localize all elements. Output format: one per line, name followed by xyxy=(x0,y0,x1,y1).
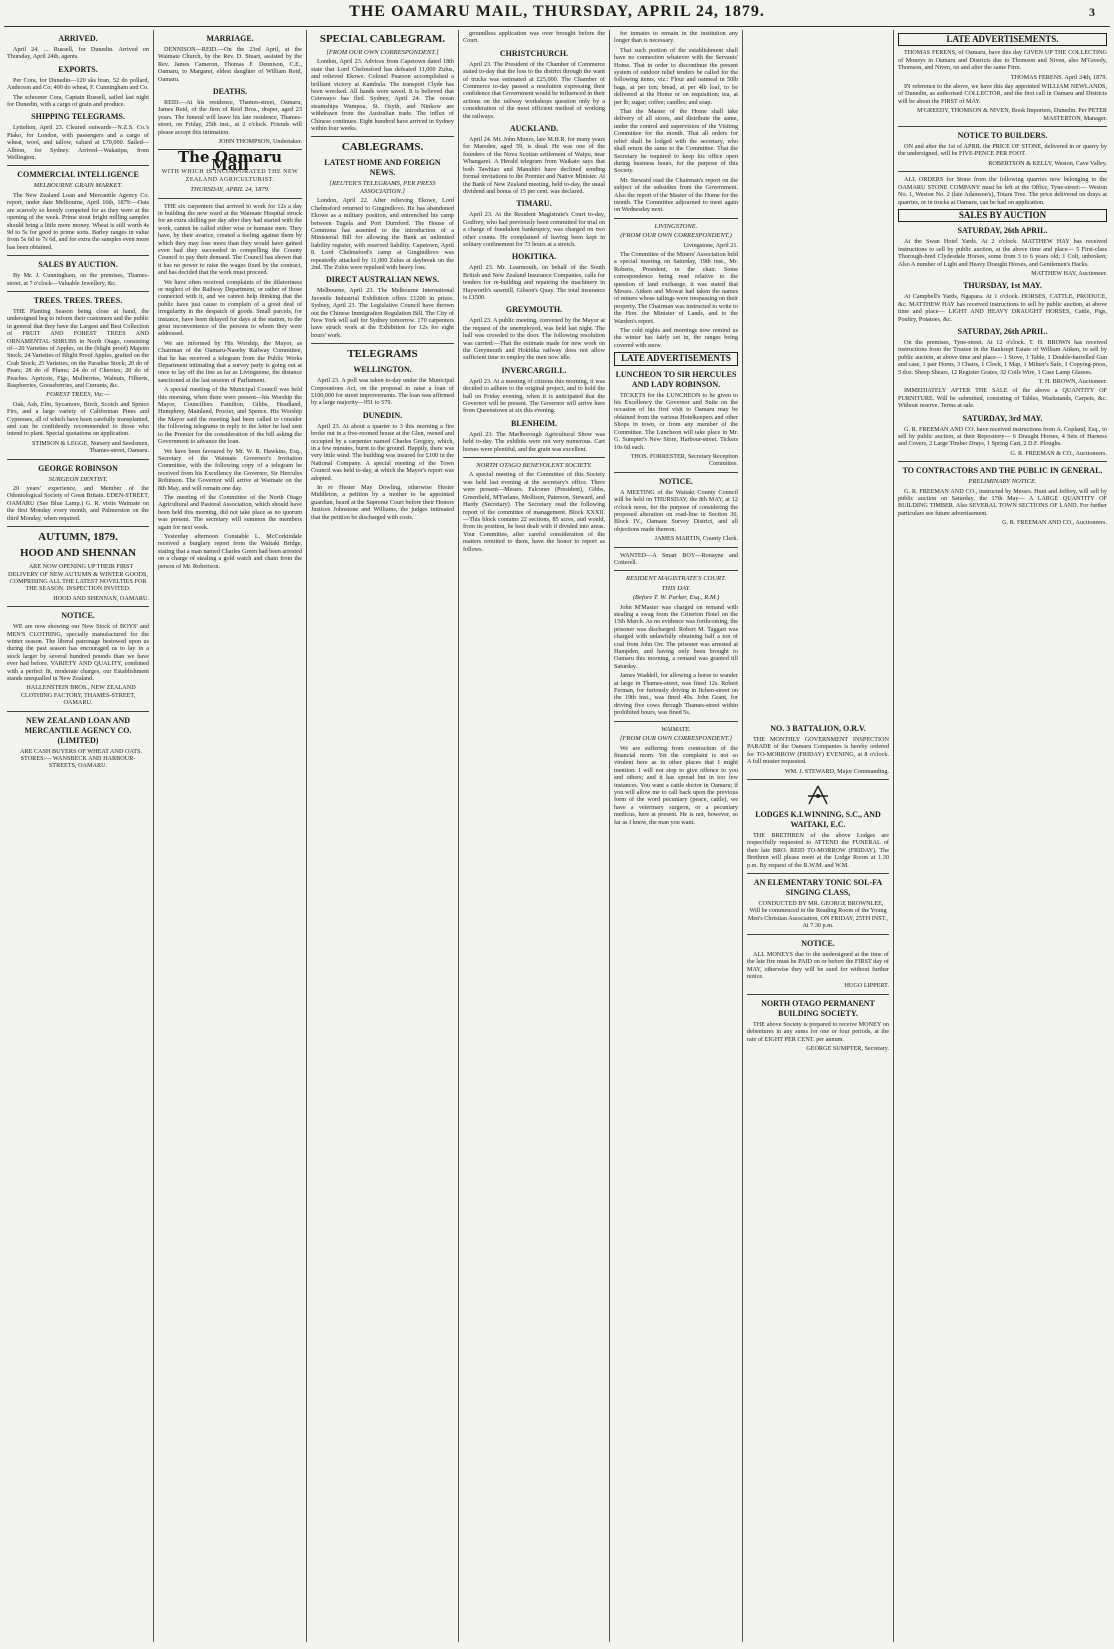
auction-date: SATURDAY, 3rd MAY. xyxy=(962,413,1043,423)
lippert-notice-text: ALL MONEYS due to the undersigned at the time of the late fire must be PAID on or before the FIRST day of MAY, otherwise they will be sued for without further notice. xyxy=(747,950,889,980)
christchurch-heading: CHRISTCHURCH. xyxy=(499,48,569,58)
surgeon-text: 20 years' experience, and Member of the Odontological Society of Great Britain. EDEN-STREET, OAMARU (See Blue Lamp.) G. R. visits Waimate on the first Monday every month, and Palmerston on the third Monday, when required. xyxy=(7,485,149,522)
invercargill-heading: INVERCARGILL. xyxy=(501,365,567,375)
column-1 xyxy=(4,30,152,1642)
late-ads-heading: LATE ADVERTISEMENTS. xyxy=(898,33,1107,46)
cablegrams-source: [REUTER'S TELEGRAMS, PER PRESS ASSOCIATION.] xyxy=(329,180,436,195)
brown-auction-text: On the premises, Tyne-street. At 12 o'clock. T. H. BROWN has received instructions from the Trustee in the Bankrupt Estate of William Aitken, to sell by public auction, at above time and place— 1 Stove, 1 Table, 1 Double-barrelled Gun and case, 1 pair Horns, 3 Chairs, 1 Clock, 1 Map, 1 Milner's Safe, 1 Copying-press, 5 doz. Sheep Shears, 12 Register Grates, 32 Coils Wire, 1 Case Lamp Glasses. xyxy=(898,338,1107,376)
hokitika-heading: HOKITIKA. xyxy=(511,252,557,262)
autumn-heading: AUTUMN, 1879. xyxy=(38,531,118,544)
forest-text: Oak, Ash, Elm, Sycamore, Birch, Scotch and Spruce Firs, and a large variety of Californian Pines and Cypresses, all of which have been carefully transplanted, and can be confidently recommended to those who intend to plant. Special quotations on application. xyxy=(7,400,149,438)
battalion-text: THE MONTHLY GOVERNMENT INSPECTION PARADE of the Oamaru Companies is hereby ordered for TO-MORROW (FRIDAY) EVENING, at 8 o'clock. A full muster requested. xyxy=(747,736,889,766)
waimate-heading: WAIMATE. xyxy=(661,725,691,733)
builders-signature: ROBERTSON & KELLY, Weston, Cave Valley. xyxy=(988,159,1107,167)
freeman-signature: G. R. FREEMAN & CO., Auctioneers. xyxy=(1010,449,1107,457)
luncheon-heading: LUNCHEON TO SIR HERCULES AND LADY ROBINSON. xyxy=(615,369,737,389)
cablegrams-subheading: LATEST HOME AND FOREIGN NEWS. xyxy=(324,158,441,178)
surgeon-name: GEORGE ROBINSON xyxy=(38,463,118,473)
hokitika-text: April 23. Mr. Learmouth, on behalf of the South British and New Zealand Insurance Companies, calls for tenders for re-building and repairing the machinery in Hayworth's sawmill, Gibson's Quay. The total insurance is £1500. xyxy=(463,264,605,301)
livingstone-heading: LIVINGSTONE. xyxy=(654,222,698,230)
surgeon-title: SURGEON DENTIST. xyxy=(48,475,108,483)
rule xyxy=(747,994,889,995)
auction-date: SATURDAY, 26th APRIL. xyxy=(957,226,1048,236)
late-ads-heading: LATE ADVERTISEMENTS xyxy=(614,352,738,365)
wanted-text: WANTED—A Smart BOY—Ronayne and Cotterell. xyxy=(614,551,738,566)
rule xyxy=(747,779,889,780)
trees-text: THE Planting Season being close at hand, the undersigned beg to inform their customers and the public in general that they have the Largest and Best Collection of FRUIT AND FOREST TREES AND ORNAMENTAL SHRUBS in North Otago, consisting of—20 Varieties of Apples, on the (blight proof) Majetin Stock; 24 Varieties of Blight Proof Apples, grafted on the Crab Stock; 25 Varieties, on the Paradise Stock; 20 do of Pears; 28 do of Plums; 24 do of Cherries; 20 do of Peaches. Apricots, Figs, Mulberries, Walnuts, Filberts, Raspberries, Gooseberries, and Currants, &c. xyxy=(7,307,149,389)
rule xyxy=(898,461,1107,462)
hood-name: HOOD AND SHENNAN xyxy=(19,547,137,560)
builders-text: ON and after the 1st of APRIL the PRICE OF STONE, delivered in or quarry by the undersigned, will be FIVE-PENCE PER FOOT. xyxy=(898,143,1107,158)
newspaper-logo: The Oamaru Mail xyxy=(177,148,283,174)
contractors-heading: TO CONTRACTORS AND THE PUBLIC IN GENERAL. xyxy=(902,466,1103,476)
society-text: That the Master of the Home shall take delivery of all stores, and distribute the same, under the control and supervision of the Visiting Committee for the month. That all orders for relief shall be lodged with the secretary, who shall return the same to the Committee. That the Secretary be required to keep his office open during business hours, for the purpose of this Society. xyxy=(614,108,738,175)
livingstone-date: Livingstone, April 21. xyxy=(683,241,738,249)
editorial-paragraph: We are informed by His Worship, the Mayor, as Chairman of the Oamaru-Naseby Railway Committee, that he has received a telegram from the Public Works Department intimating that a survey party is going out at once to lay off the line as far as Livingstone, the distance sanctioned at the last session of Parliament. xyxy=(158,339,302,384)
battalion-signature: WM. J. STEWARD, Major Commanding. xyxy=(784,767,889,775)
cablegrams-heading: CABLEGRAMS. xyxy=(341,141,424,154)
tonic-text: CONDUCTED BY MR. GEORGE BROWNLEE, Will be commenced in the Reading Room of the Young Men's Christian Association, ON FRIDAY, 25TH INST., At 7.30 p.m. xyxy=(747,900,889,930)
greymouth-text: April 23. A public meeting, convened by the Mayor at the request of the unemployed, was held last night. The hall was crowded to the door. The following resolution was carried:—That the estimate made for new work on the Greymouth and Hokitika railway does not allow sufficient time to employ the men now idle. xyxy=(463,317,605,362)
forest-signature: STIMSON & LEGGE, Nursery and Seedsmen, Thames-street, Oamaru. xyxy=(31,439,149,455)
shipping-text: Lyttelton, April 23. Cleared outwards—N.Z.S. Co.'s Piako, for London, with passengers and a cargo of wheat, wool, and tallow, valued at £70,000. Sailed—Albion, for Sydney. Arrived—Wakatipu, from Wellington. xyxy=(7,124,149,162)
society-text: That such portion of the establishment shall have no connection whatever with the Servants' Home. That in order to discontinue the present system of outdoor relief tenders be called for the following items, viz.: Flour and oatmeal in 50lb bags, at per ton; bread, at per 4lb loaf, to be delivered at the Home or on requisition; tea, at per lb; sugar; coffee; candles; and soap. xyxy=(614,46,738,106)
rule xyxy=(7,255,149,256)
county-notice-signature: JAMES MARTIN, County Clerk. xyxy=(654,535,738,543)
greymouth-heading: GREYMOUTH. xyxy=(505,305,563,315)
building-society-text: THE above Society is prepared to receive MONEY on debentures in any sums for one or four periods, at the rate of EIGHT PER CENT. per annum. xyxy=(747,1020,889,1043)
column-divider xyxy=(609,30,610,1642)
livingstone-text: The Committee of the Miners' Association held a special meeting on Saturday, 19th inst., Mr. Roberts, President, in the chair. Some correspondence being read relative to the question of land exchange, it was stated that Messrs. Aitken and Mowat had taken the names of miners whose tailings were trespassing on their property. The Chairman was instructed to write to the Hon. the Minister of Lands, and to the Warden's report. xyxy=(614,250,738,325)
building-society-signature: GEORGE SUMPTER, Secretary. xyxy=(806,1044,889,1052)
commercial-heading: COMMERCIAL INTELLIGENCE xyxy=(17,170,139,180)
dateline: THURSDAY, APRIL 24, 1879. xyxy=(190,186,270,194)
page-number: 3 xyxy=(1089,5,1096,19)
luncheon-signature: THOS. FORRESTER, Secretary Reception Committee. xyxy=(630,452,738,468)
cablegrams-text: London, April 22. After relieving Ekowe, Lord Chelmsford returned to Gingindlovo. He has abandoned Ekowe as a military position, and entrenched his camp between Tugela and Port Durnford. The House of Commons has assented to the introduction of a Ministerial Bill for allowing the Bank an unlimited liability register, with reserved liability. Capetown, April 8. Lord Chelmsford's camp at Gingindlovo was repeatedly attacked by 11,000 Zulus at daybreak on the 2nd. The Zulus were repulsed with heavy loss. xyxy=(311,197,454,271)
loan-text: ARE CASH BUYERS OF WHEAT AND OATS. STORES:— WANSBECK AND HARBOUR-STREETS, OAMARU. xyxy=(20,747,142,770)
column-divider xyxy=(306,30,307,1642)
notice-text: WE are now showing our New Stock of BOYS' and MEN'S CLOTHING, specially manufactured for the winter season. The liberal patronage bestowed upon us during the past season has encouraged us to lay in a stock larger by several hundred pounds than we have ever had before. VARIETY AND QUALITY, combined with a perfect fit, moderate charges, our Establishment stands unequalled in New Zealand. xyxy=(7,623,149,682)
deaths-heading: DEATHS. xyxy=(212,87,248,97)
rule xyxy=(7,459,149,460)
hay-auction-text-2: At Campbell's Yards, Ngapara. At 1 o'clock. HORSES, CATTLE, PRODUCE, &c. MATTHEW HAY has received instructions to sell by public auction, at above time and place— LIGHT AND HEAVY DRAUGHT HORSES, Cattle, Pigs, Poultry, Potatoes, &c. xyxy=(898,293,1107,323)
editorial-paragraph: Yesterday afternoon Constable L. McCorkindale received a burglary report from the Waitaki Bridge, stating that a man named Charles Green had been arrested on a charge of stealing a gold watch and chain from the person of Mr. Robertson. xyxy=(158,532,302,570)
rule xyxy=(614,570,738,571)
rule xyxy=(463,457,605,458)
benevolent-text: A special meeting of the Committee of this Society was held last evening at the secretary's office. There were present—Messrs. Falconer (President), Gibbs, Greenfield, M'Farlane, Mollison, Paterson, Steward, and Hardy (Secretary). The Secretary read the following report of the committee of management. Block XXXII.—This block contains 22 sections, 85 acres, and would, from its position, be best dealt with if divided into areas. Your Committee, after careful consideration of the matters remitted to them, have the honor to report as follows. xyxy=(463,471,605,553)
column-4 xyxy=(460,30,608,1642)
invercargill-text: April 23. At a meeting of citizens this morning, it was decided to adhere to the original project, and to hold the ball on Friday evening, when it is anticipated that the Governor will be present. The Governor will arrive here from Queenstown at six this evening. xyxy=(463,377,605,415)
marriage-heading: MARRIAGE. xyxy=(206,34,254,43)
collector-text: IN reference to the above, we have this day appointed WILLIAM NEWLANDS, of Dunedin, as authorised COLLECTOR, and the first call in Oamaru and Districts will be about the FIRST of MAY. xyxy=(898,83,1107,105)
timaru-text: April 23. At the Resident Magistrate's Court to-day, Godfrey, who had previously been committed for trial on a charge of fraudulent bankruptcy, was charged on two other counts. He complained of having been kept in solitary confinement for 73 hours at a stretch. xyxy=(463,211,605,248)
lippert-signature: HUGO LIPPERT. xyxy=(844,982,889,990)
sales-heading: SALES BY AUCTION. xyxy=(38,260,118,270)
lippert-notice-heading: NOTICE. xyxy=(801,938,835,948)
freeman-auction-text: G. R. FREEMAN AND CO. have received instructions from A. Copland, Esq., to sell by public auction, at their Repository— 6 Draught Horses, 4 Sets of Harness and Covers, 2 Large Timber Drays, 1 Spring Cart, 2 D.F. Ploughs. xyxy=(898,425,1107,448)
continued-text: for inmates to remain in the institution any longer than is necessary. xyxy=(614,30,738,45)
auction-date: THURSDAY, 1st MAY. xyxy=(963,281,1042,291)
rule xyxy=(7,606,149,607)
rule xyxy=(898,126,1107,127)
society-text: Mr. Steward read the Chairman's report on the subject of the subsidies from the Government. Also the report of the Master of the Home for the month. The Committee adjourned to meet again on Wednesday next. xyxy=(614,176,738,214)
wellington-text: April 23. A poll was taken to-day under the Municipal Corporations Act, on the proposal to raise a loan of £100,000 for street improvements. The loan was affirmed by a large majority—951 to 579. xyxy=(311,377,454,407)
grain-heading: MELBOURNE GRAIN MARKET. xyxy=(33,182,123,190)
column-divider xyxy=(458,30,459,1642)
tonic-heading: AN ELEMENTARY TONIC SOL-FA SINGING CLASS, xyxy=(753,878,883,898)
trees-heading: TREES. TREES. TREES. xyxy=(33,295,123,305)
benevolent-heading: NORTH OTAGO BENEVOLENT SOCIETY. xyxy=(476,462,592,470)
rule xyxy=(614,472,738,473)
preliminary-notice: PRELIMINARY NOTICE. xyxy=(968,478,1037,486)
column-divider xyxy=(153,30,154,1642)
column-2 xyxy=(155,30,305,1642)
lodge-text: THE BRETHREN of the above Lodges are respectfully requested to ATTEND the FUNERAL of their late BRO. REID TO-MORROW (FRIDAY). The Brethren will please meet at the Lodge Room at 1.30 p.m. By request of the R.W.M. and W.M. xyxy=(747,832,889,869)
luncheon-text: TICKETS for the LUNCHEON to be given to his Excellency the Governor and Suite on the occasion of his first visit to Oamaru may be obtained from the various Hotelkeepers and other Shops in town, or from any member of the Committee. The Luncheon will take place in Mr. G. Sumpter's New Store, Harbour-street. Tickets 10s 6d each. xyxy=(614,391,738,451)
furniture-text: IMMEDIATELY AFTER THE SALE of the above a QUANTITY OF FURNITURE. Will be submitted, consisting of Tables, Washstands, Carpets, &c. Without reserve. Terms at sale. xyxy=(898,387,1107,410)
wellington-heading: WELLINGTON. xyxy=(353,365,412,375)
editorial-paragraph: THE six carpenters that arrived to work for 12s a day in building the new ward at the Waimate Hospital struck for an extra shilling per day after they had started with the work, cannot be called either wise or humane men. They have, by their avarice, created a feeling against them by which they may lose more than they would have gained even had they succeeded in compelling the County Council to pay their demand. The Council has shown that it has no power to raise the wages fixed by the contract, and has decided that the work must proceed. xyxy=(158,202,302,277)
livingstone-text-2: The cold nights and mornings now remind us the winter has fairly set in, the ranges being covered with snow. xyxy=(614,327,738,349)
direct-heading: DIRECT AUSTRALIAN NEWS. xyxy=(326,275,439,285)
editorial-paragraph: The meeting of the Committee of the North Otago Agricultural and Pastoral Association, which should have been held this morning, did not take place as no quorum was present. The secretary will summon the members again for next week. xyxy=(158,493,302,531)
deaths-text: REID.—At his residence, Thames-street, Oamaru, James Reid, of the firm of Reid Bros., draper, aged 23 years. The funeral will leave his late residence, Thames-street, on Friday, 25th inst., at 2 o'clock. Friends will please accept this intimation. xyxy=(158,99,302,136)
notice-signature: HALLENSTEIN BROS., NEW ZEALAND CLOTHING FACTORY, THAMES-STREET, OAMARU. xyxy=(20,684,136,707)
editorial-paragraph: We have been favoured by Mr. W. R. Hawkins, Esq., Secretary of the Waimate Governor's Invitation Committee, with the following copy of a telegram he received from his Excellency the Governor, Sir Hercules Robinson. The Governor will arrive at Waimate on the 8th May, and will remain one day. xyxy=(158,447,302,492)
logo-subtitle: WITH WHICH IS INCORPORATED THE NEW ZEALAND AGRICULTURIST. xyxy=(161,169,299,183)
forest-heading: FOREST TREES, Viz:— xyxy=(46,391,110,399)
blenheim-heading: BLENHEIM. xyxy=(510,418,557,428)
arrived-text: April 24. ... Russell, for Dunedin. Arrived on Thursday, April 24th, agents. xyxy=(7,46,149,61)
notice-heading: NOTICE. xyxy=(61,611,95,621)
hay-auction-text: At the Swan Hotel Yards. At 2 o'clock. MATTHEW HAY has received instructions to sell by public auction, at the above time and place— 5 First-class Thorough-bred Clydesdale Horses, some from 3 to 6 years old; 1 Colt, unbroken; Also A number of Light and Heavy Draught Horses, and Gentlemen's Hacks. xyxy=(898,238,1107,268)
exports-text: Per Cora, for Dunedin—120 sks bran, 52 do pollard, Anderson and Co; 400 do wheat, F. Cunningham and Co. xyxy=(7,76,149,92)
masthead xyxy=(0,0,1114,24)
masonic-emblem-icon xyxy=(803,784,833,806)
court-magistrate: (Before T. W. Parker, Esq., R.M.) xyxy=(632,594,720,602)
lodge-heading: LODGES K.I.WINNING, S.C., AND WAITAKI, E.C. xyxy=(755,810,881,830)
rule xyxy=(747,934,889,935)
christchurch-text: April 23. The President of the Chamber of Commerce stated to-day that the loss to the district through the want of trucks was estimated at £25,000. The Chamber of Commerce to-day passed a resolution expressing their confidence that Government would be influenced in their actions on the railway workshops question only by a consideration of the most efficient method of working the railways. xyxy=(463,60,605,120)
exports-heading: EXPORTS. xyxy=(58,64,98,74)
waimate-text: We are suffering from contraction of the financial morn. Yet the complaint is not so virulent here as in other places that I might mention. I will not stop to give offence to you and others; and it has spread but in too few instances. You want a cattle doctor in Oamaru; if you will allow me to call back upon the previous form of the word pecuniary (peace, cattle), we have a veterinary surgeon, or a pecuniary medicus, here at present. He is not, however, so far as I know, the man you want. xyxy=(614,744,738,826)
special-text: London, April 23. Advices from Capetown dated 18th state that Lord Chelmsford has defeated 11,000 Zulus, and relieved Ekowe. Colonel Pearson accomplished a brilliant victory at Kambula. The transport Clyde has been wrecked. All hands were saved. It is believed that Cetewayo has fled. Sydney, April 24. The ocean steamships Wampoa, St. Osyth, and Ninkow are withdrawn from the Australian trade. The influx of Chinese continues. Eight hundred have arrived in Sydney within four weeks. xyxy=(311,58,454,133)
rule xyxy=(158,198,302,199)
hay-signature: MATTHEW HAY, Auctioneer. xyxy=(1031,269,1107,277)
editorial-paragraph: We have often received complaints of the dilatoriness or neglect of the Railway Department, or rather of those connected with it, and we cannot help thinking that the public have just cause to complain of a great deal of irregularity in the despatch of goods. Small parcels, for instance, have been delayed for days at the station, to the great inconvenience of the persons to whom they were addressed. xyxy=(158,278,302,338)
building-society-heading: NORTH OTAGO PERMANENT BUILDING SOCIETY. xyxy=(761,998,875,1018)
special-source: [FROM OUR OWN CORRESPONDENT.] xyxy=(326,49,439,56)
shipping-heading: SHIPPING TELEGRAMS. xyxy=(31,112,125,122)
direct-text: Melbourne, April 23. The Melbourne International Juvenile Industrial Exhibition offers £1200 in prizes. Sydney, April 23. The Legislative Council have thrown out the Chinese Immigration Regulation Bill. The City of New York will sail for Sydney tomorrow. 170 carpenters have struck work at the Exhibition for 12s for eight hours' work. xyxy=(311,287,454,339)
column-divider xyxy=(742,30,743,1642)
freeman-auction-text-2: G. R. FREEMAN AND CO., instructed by Messrs. Hunt and Jeffrey, will sell by public auction on Saturday, the 17th May— A LARGE QUANTITY OF BUILDING TIMBER. Also SEVERAL TOWN SECTIONS OF LAND. For further particulars see future advertisement. xyxy=(898,487,1107,517)
column-3 xyxy=(308,30,457,1642)
court-text-2: James Waddell, for allowing a horse to wander at large in Thames-street, was fined 12s. Robert Ferman, for furiously driving in Itchen-street on the 19th inst., was fined 40s. John Grant, for driving five cows through Thames-street within prohibited hours, was fined 5s. xyxy=(614,672,738,717)
county-notice-heading: NOTICE. xyxy=(659,476,693,486)
auckland-heading: AUCKLAND. xyxy=(509,124,559,134)
builders-heading: NOTICE TO BUILDERS. xyxy=(957,131,1048,141)
arrived-heading: ARRIVED. xyxy=(58,34,98,43)
column-5 xyxy=(611,30,741,1642)
county-notice-text: A MEETING of the Waitaki County Council will be held on THURSDAY, the 8th MAY, at 12 o'clock noon, for the purpose of considering the proposed alteration on road-line in Section 30, Block IV., Oamaru Survey District, and all objections made thereon. xyxy=(614,488,738,533)
special-cablegram-heading: SPECIAL CABLEGRAM. xyxy=(319,33,446,45)
rule xyxy=(7,291,149,292)
marriage-text: DENNISON—REID.—On the 23rd April, at the Waimate Church, by the Rev. D. Stuart, assisted by the Rev. James Cameron, Thomas F. Dennison, C.E., Oamaru, to Margaret, eldest daughter of William Reid, Oamaru. xyxy=(158,46,302,83)
rule xyxy=(898,171,1107,172)
auction-date: SATURDAY, 26th APRIL. xyxy=(957,326,1048,336)
auckland-text: April 24. Mr. John Munro, late M.H.R. for many years for Marsden, aged 59, is dead. He was one of the founders of the Nova Scotian settlement of Waipu, near Whangarei. A Herald telegram from Waikato says that both Tawhiao and Manuhiri have declined sending formal invitations to the Premier and Native Minister. At the Bank of New Zealand meeting, held to-day, the usual dividend and bonus of 15 per cent. was declared. xyxy=(463,136,605,195)
column-divider xyxy=(893,30,894,1642)
sales-text: By Mr. J. Cunningham, on the premises, Thames-street, at 7 o'clock—Valuable Jewellery, &c. xyxy=(7,272,149,287)
hood-text: ARE NOW OPENING UP THEIR FIRST DELIVERY OF NEW AUTUMN & WINTER GOODS, COMPRISING ALL THE LATEST NOVELTIES FOR THE SEASON. INSPECTION INVITED. xyxy=(8,563,148,593)
deaths-signature: JOHN THOMPSON, Undertaker. xyxy=(218,138,302,146)
dunedin-text: April 23. At about a quarter to 3 this morning a fire broke out in a five-roomed house at the Glen, owned and occupied by a carpenter named Charles Gregory, which, in a few minutes, burnt to the ground. Happily, there was very little wind. The building was insured for £100 in the National Company. A special meeting of the Town Council was held to-day, at which the Mayor's report was adopted. xyxy=(311,422,454,482)
sailing-text: The schooner Cora, Captain Russell, sailed last night for Dunedin, with a cargo of grain and produce. xyxy=(7,93,149,109)
stone-orders-text: ALL ORDERS for Stone from the following quarries now belonging to the OAMARU STONE COMPANY must be left at the Office, Tyne-street:— Weston No. 1, Weston No. 2 (late Adamson's), Totara Tree. The price delivered on drays at quarries, or in trucks at Oamaru, can be had on application. xyxy=(898,176,1107,206)
loan-heading: NEW ZEALAND LOAN AND MERCANTILE AGENCY CO. (LIMITED) xyxy=(24,715,132,745)
brown-signature: T. H. BROWN, Auctioneer. xyxy=(1038,378,1107,385)
auction-heading: SALES BY AUCTION xyxy=(898,209,1107,222)
rule xyxy=(614,218,738,219)
editorial-paragraph: A special meeting of the Municipal Council was held this morning, when there were present—his Worship the Mayor, Councillors Familton, Gibbs, Headland, Humphrey, Mainland, Procter, and Spence. His Worship the Mayor said the meeting had been called to consider the following telegrams in reply to the letter he had sent to the Premier for the consideration of the bill asking the Government to advance the loan. xyxy=(158,386,302,446)
rule xyxy=(7,711,149,712)
hood-signature: HOOD AND SHENNAN, OAMARU. xyxy=(53,594,149,602)
column-5b xyxy=(744,720,892,1640)
rule xyxy=(311,343,454,344)
dunedin-text-2: In re Hester May Dowling, otherwise Hester Middleton, a petition by a mother to be appointed guardian, heard at the Supreme Court before their Honors Justices Johnstone and Williams, the judges intimated that the petition be discharged with costs. xyxy=(311,484,454,521)
rule xyxy=(614,547,738,548)
court-day: THIS DAY. xyxy=(661,584,691,592)
court-text: John M'Master was charged on remand with stealing a swag from the Criterion Hotel on the 15th March. As no evidence was forthcoming, the prisoner was discharged. Robert M. Taggart was charged with unlawfully obtaining half a ton of coal from John Orr. The prisoner was arrested at Hampden, and having only been brought to Oamaru this morning, a remand was granted till Saturday. xyxy=(614,603,738,670)
battalion-heading: NO. 3 BATTALION, O.R.V. xyxy=(770,724,866,733)
rule xyxy=(7,165,149,166)
grain-text: The New Zealand Loan and Mercantile Agency Co. report, under date Melbourne, April 16th, 1879:—Oats are scarcely so keenly competed for as they were at the opening of the week. Prime stout bright milling samples should bring a little more money. Wheat is still worth 4s 9d to 5s for good to prime sorts. Barley ranges in value from 5s 6d to 7s 6d, and for extra the samples even more has been obtained. xyxy=(7,191,149,251)
collector-signature: M'GREEDY, THOMSON & NIVEN, Book Importers, Dunedin. Per PETER MASTERTON, Manager. xyxy=(917,107,1107,122)
column-6 xyxy=(895,30,1110,1642)
freeman-signature-2: G. R. FREEMAN AND CO., Auctioneers. xyxy=(1002,519,1107,527)
blenheim-text: April 23. The Marlborough Agricultural Show was held to-day. The exhibits were not very numerous. Cart horses were plentiful, and the grain was excellent. xyxy=(463,430,605,453)
ferens-text: THOMAS FERENS, of Oamaru, have this day GIVEN UP THE COLLECTING of Moneys in Oamaru and Districts due to Thomson and Niven, also M'Greedy, Thomson, and Niven, on and after the same Firm. xyxy=(898,49,1107,72)
waimate-source: [FROM OUR OWN CORRESPONDENT.] xyxy=(619,735,733,743)
continued-text: groundless application was over brought before the Court. xyxy=(463,30,605,45)
court-heading: RESIDENT MAGISTRATE'S COURT. xyxy=(625,575,726,583)
rule xyxy=(7,526,149,527)
masthead-title: THE OAMARU MAIL, THURSDAY, APRIL 24, 1879. xyxy=(349,3,765,20)
rule xyxy=(311,136,454,137)
telegrams-heading: TELEGRAMS xyxy=(347,348,418,361)
masthead-rule xyxy=(4,26,1110,27)
livingstone-source: (FROM OUR OWN CORRESPONDENT.) xyxy=(620,232,732,240)
rule xyxy=(747,873,889,874)
dunedin-heading: DUNEDIN. xyxy=(362,410,403,420)
rule xyxy=(614,721,738,722)
timaru-heading: TIMARU. xyxy=(516,199,552,209)
ferens-signature: THOMAS FERENS. April 24th, 1879. xyxy=(1010,73,1107,81)
